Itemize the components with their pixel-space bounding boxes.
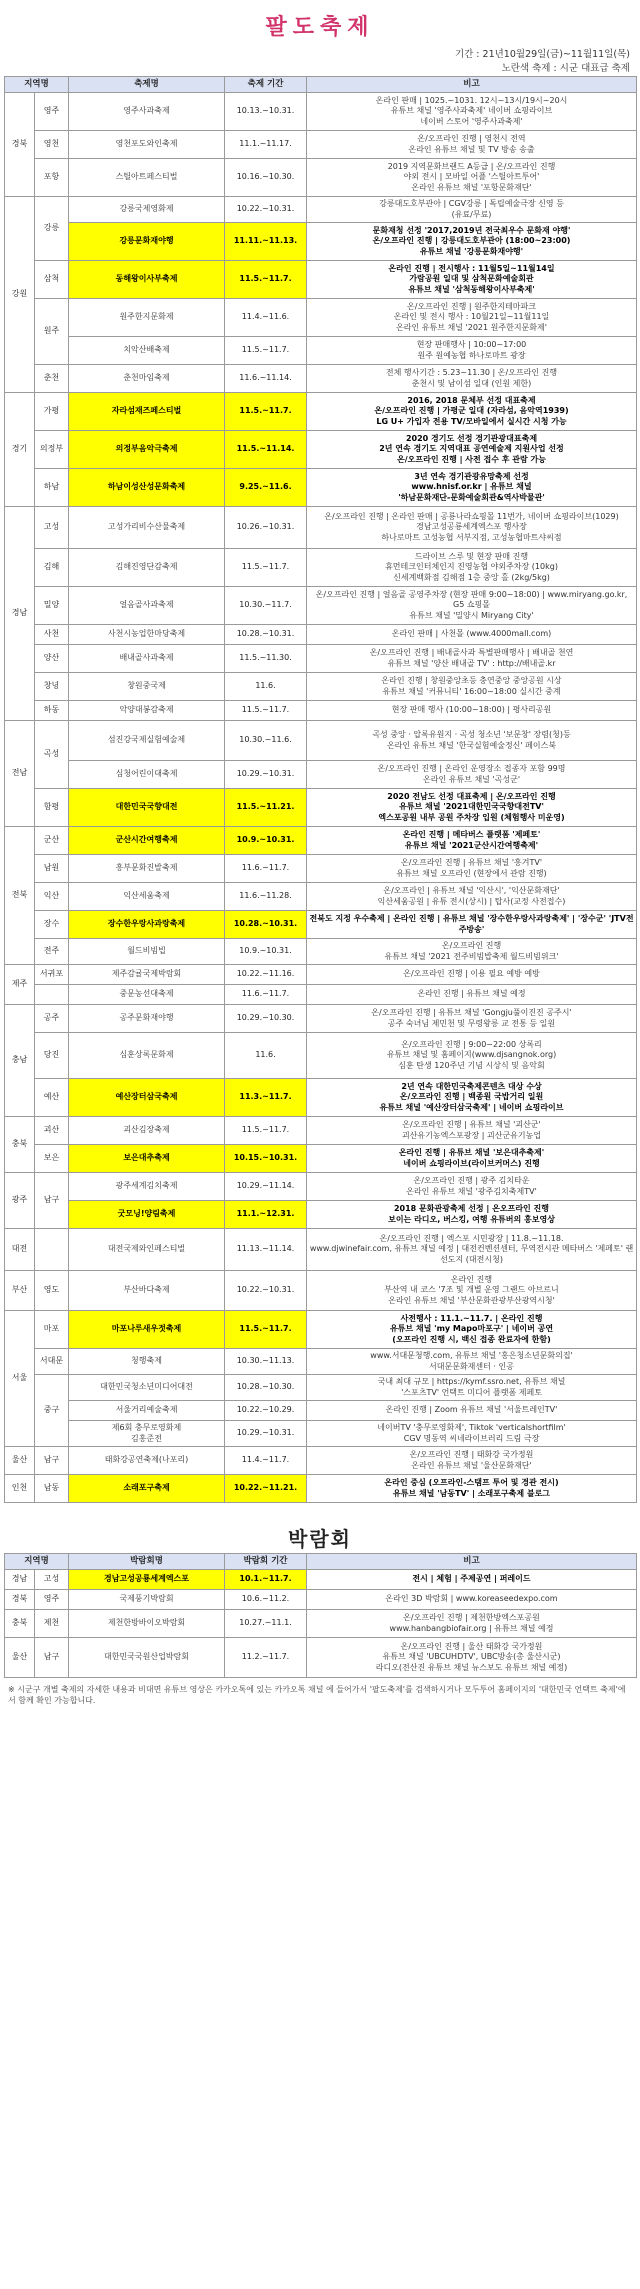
event-period-cell: 11.5.~11.7. — [225, 261, 307, 299]
region-cell: 부산 — [5, 1271, 35, 1311]
event-name-cell: 대한민국청소년미디어대전 — [69, 1375, 225, 1401]
festival-row — [5, 131, 637, 159]
event-period-cell: 10.26.~10.31. — [225, 507, 307, 549]
festival-row — [5, 365, 637, 393]
city-cell: 군산 — [35, 827, 69, 855]
event-note-cell: 2016, 2018 문체부 선정 대표축제 온/오프라인 진행 | 가평군 일대 (자라섬, 음악역1939) LG U+ 가입자 전용 TV/모바일에서 실시간 시청 가능 — [307, 393, 637, 431]
event-name-cell: 월드비빔빕 — [69, 939, 225, 965]
event-name-cell: 동해왕이사부축제 — [69, 261, 225, 299]
region-cell: 인천 — [5, 1475, 35, 1503]
event-period-cell: 9.25.~11.6. — [225, 469, 307, 507]
event-name-cell: 제주감귤국제박람회 — [69, 965, 225, 985]
event-name-cell: 자라섬재즈페스티벌 — [69, 393, 225, 431]
event-name-cell: 흥부문화진발축제 — [69, 855, 225, 883]
expo-row — [5, 1610, 637, 1638]
event-period-cell: 10.22.~11.21. — [225, 1475, 307, 1503]
region-cell: 경북 — [5, 1590, 35, 1610]
event-period-cell: 10.1.~11.7. — [225, 1570, 307, 1590]
city-cell — [35, 1229, 69, 1271]
festival-row — [5, 1033, 637, 1079]
festival-row — [5, 549, 637, 587]
event-name-cell: 제6회 충무로영화제 김홍준전 — [69, 1421, 225, 1447]
col-header-region: 지역명 — [5, 77, 69, 93]
festival-row — [5, 1475, 637, 1503]
event-note-cell: 현장 판매행사 | 10:00~17:00 원주 원예농협 하나로마트 광장 — [307, 337, 637, 365]
region-cell: 제주 — [5, 965, 35, 1005]
region-cell: 경기 — [5, 393, 35, 507]
festival-row — [5, 625, 637, 645]
city-cell: 남구 — [35, 1638, 69, 1678]
festival-row — [5, 1117, 637, 1145]
event-period-cell: 11.1.~12.31. — [225, 1201, 307, 1229]
event-note-cell: 2020 경기도 선정 경기관광대표축제 2년 연속 경기도 지역대표 공연예술제 지원사업 선정 온/오프라인 진행 | 사전 접수 후 관람 가능 — [307, 431, 637, 469]
festival-row — [5, 1311, 637, 1349]
festival-row — [5, 1401, 637, 1421]
city-cell: 고성 — [35, 1570, 69, 1590]
event-note-cell: www.서대문청행.com, 유튜브 채널 '홍은청소년문화의집' 서대문문화재센터 · 인공 — [307, 1349, 637, 1375]
event-period-cell: 11.6. — [225, 673, 307, 701]
event-note-cell: 온/오프라인 진행 | 유튜브 채널 '괴산군' 괴산유기농엑스포광장 | 괴산군유기농업 — [307, 1117, 637, 1145]
festival-row — [5, 1375, 637, 1401]
city-cell: 마포 — [35, 1311, 69, 1349]
event-period-cell: 11.5.~11.21. — [225, 789, 307, 827]
event-name-cell: 영주사과축제 — [69, 93, 225, 131]
event-name-cell: 강릉문화재야행 — [69, 223, 225, 261]
event-note-cell: 2019 지역문화브랜드 A등급 | 온/오프라인 진행 야외 전시 | 모바일 어플 '스틸아트투어' 온라인 유튜브 채널 '포항문화재단' — [307, 159, 637, 197]
city-cell: 중구 — [35, 1375, 69, 1447]
event-period-cell: 10.9.~10.31. — [225, 827, 307, 855]
event-name-cell: 제천한방바이오박람회 — [69, 1610, 225, 1638]
city-cell: 영도 — [35, 1271, 69, 1311]
region-cell: 경남 — [5, 1570, 35, 1590]
event-note-cell: 전체 행사기간 : 5.23~11.30 | 온/오프라인 진행 춘천시 및 남이섬 일대 (인원 제한) — [307, 365, 637, 393]
event-note-cell: 온/오프라인 진행 | 온라인 운영장소 접종자 포함 99명 온라인 유튜브 채널 '곡성군' — [307, 761, 637, 789]
event-period-cell: 10.28.~10.30. — [225, 1375, 307, 1401]
festival-row — [5, 1173, 637, 1201]
event-name-cell: 강릉국제영화제 — [69, 197, 225, 223]
event-period-cell: 11.13.~11.14. — [225, 1229, 307, 1271]
city-cell: 영주 — [35, 1590, 69, 1610]
event-name-cell: 치악산배축제 — [69, 337, 225, 365]
event-note-cell: 2018 문화관광축제 선정 | 온오프라인 진행 보이는 라디오, 버스킹, 여행 유튜버의 홍보영상 — [307, 1201, 637, 1229]
event-period-cell: 10.30.~11.6. — [225, 721, 307, 761]
event-name-cell: 예산장터삼국축제 — [69, 1079, 225, 1117]
festival-row — [5, 827, 637, 855]
event-name-cell: 부산바다축제 — [69, 1271, 225, 1311]
event-period-cell: 10.28.~10.31. — [225, 625, 307, 645]
event-period-cell: 11.5.~11.7. — [225, 393, 307, 431]
city-cell: 보은 — [35, 1145, 69, 1173]
event-name-cell: 얼음골사과축제 — [69, 587, 225, 625]
event-note-cell: 전시 | 체험 | 주제공연 | 퍼레이드 — [307, 1570, 637, 1590]
festival-row — [5, 985, 637, 1005]
event-name-cell: 마포나루새우젓축제 — [69, 1311, 225, 1349]
region-cell: 전남 — [5, 721, 35, 827]
city-cell: 영천 — [35, 131, 69, 159]
event-period-cell: 10.29.~10.31. — [225, 761, 307, 789]
event-note-cell: 온라인 진행 | 전시행사 : 11월5일~11월14일 가람공원 일대 및 삼척문화예술회관 유튜브 채널 '삼척동해왕이사부축제' — [307, 261, 637, 299]
event-name-cell: 태화강공연축제(나포리) — [69, 1447, 225, 1475]
expo-col-header-region: 지역명 — [5, 1554, 69, 1570]
festival-row — [5, 469, 637, 507]
city-cell: 의정부 — [35, 431, 69, 469]
col-header-name: 축제명 — [69, 77, 225, 93]
event-period-cell: 11.11.~11.13. — [225, 223, 307, 261]
festival-row — [5, 299, 637, 337]
festival-row — [5, 507, 637, 549]
festival-row — [5, 1229, 637, 1271]
city-cell: 사천 — [35, 625, 69, 645]
festival-row — [5, 1271, 637, 1311]
city-cell: 남원 — [35, 855, 69, 883]
city-cell: 춘천 — [35, 365, 69, 393]
event-period-cell: 10.9.~10.31. — [225, 939, 307, 965]
event-period-cell: 10.13.~10.31. — [225, 93, 307, 131]
event-note-cell: 온/오프라인 진행 | 원주한지테마파크 온라인 및 전시 행사 : 10월21일~11월11일 온라인 유튜브 채널 '2021 원주한지문화제' — [307, 299, 637, 337]
city-cell: 원주 — [35, 299, 69, 365]
event-name-cell: 배내골사과축제 — [69, 645, 225, 673]
event-name-cell: 사천시농업한마당축제 — [69, 625, 225, 645]
event-period-cell: 11.6.~11.7. — [225, 855, 307, 883]
region-cell: 서울 — [5, 1311, 35, 1447]
city-cell: 하동 — [35, 701, 69, 721]
expo-table — [4, 1553, 637, 1678]
expo-row — [5, 1638, 637, 1678]
event-note-cell: 온라인 진행 | 메타버스 플랫폼 '제페토' 유튜브 채널 '2021군산시간여행축제' — [307, 827, 637, 855]
expo-col-header-period: 박람회 기간 — [225, 1554, 307, 1570]
event-name-cell: 국제풍기박람회 — [69, 1590, 225, 1610]
expo-row — [5, 1590, 637, 1610]
event-note-cell: 온/오프라인 진행 | 이용 필요 예방 예방 — [307, 965, 637, 985]
city-cell: 남구 — [35, 1173, 69, 1229]
festival-row — [5, 1201, 637, 1229]
festival-row — [5, 965, 637, 985]
event-period-cell: 11.5.~11.7. — [225, 1117, 307, 1145]
event-note-cell: 온/오프라인 진행 | 온라인 판매 | 공룡나라쇼핑몰 11번가, 네이버 쇼핑라이브(1029) 경남고성공룡세계엑스포 행사장 하나로마트 고성농협 서부지점, 고성농협마트샤씨점 — [307, 507, 637, 549]
festival-row — [5, 761, 637, 789]
event-period-cell: 10.30.~11.7. — [225, 587, 307, 625]
region-cell: 광주 — [5, 1173, 35, 1229]
region-cell: 충북 — [5, 1117, 35, 1173]
festival-row — [5, 1349, 637, 1375]
event-name-cell: 창원중국제 — [69, 673, 225, 701]
festival-row — [5, 261, 637, 299]
event-note-cell: 사전행사 : 11.1.~11.7. | 온라인 진행 유튜브 채널 'my Mapo마포구' | 네이버 공연 (오프라인 진행 시, 백신 접종 완료자에 한함) — [307, 1311, 637, 1349]
event-name-cell: 장수한우랑사과랑축제 — [69, 911, 225, 939]
event-note-cell: 2년 연속 대한민국축제콘텐츠 대상 수상 온/오프라인 진행 | 백종원 국밥거리 일원 유튜브 채널 '예산장터삼국축제' | 네이버 쇼핑라이브 — [307, 1079, 637, 1117]
event-name-cell: 악양대봉감축제 — [69, 701, 225, 721]
event-period-cell: 11.5.~11.7. — [225, 1311, 307, 1349]
city-cell: 함평 — [35, 789, 69, 827]
festival-row — [5, 1145, 637, 1173]
festival-row — [5, 645, 637, 673]
city-cell: 창녕 — [35, 673, 69, 701]
event-note-cell: 온라인 중심 (오프라인-스탬프 투어 및 경관 전시) 유튜브 채널 '남동TV' | 소래포구축제 블로그 — [307, 1475, 637, 1503]
city-cell: 하남 — [35, 469, 69, 507]
event-note-cell: 온라인 판매 | 사천몰 (www.4000mall.com) — [307, 625, 637, 645]
region-cell: 울산 — [5, 1638, 35, 1678]
event-period-cell: 10.29.~11.14. — [225, 1173, 307, 1201]
city-cell: 양산 — [35, 645, 69, 673]
city-cell: 당진 — [35, 1033, 69, 1079]
event-name-cell: 하남이성산성문화축제 — [69, 469, 225, 507]
event-name-cell: 광주세계김치축제 — [69, 1173, 225, 1201]
city-cell: 서대문 — [35, 1349, 69, 1375]
festival-row — [5, 431, 637, 469]
region-cell: 강원 — [5, 197, 35, 393]
expo-section-title: 박람회 — [288, 1527, 352, 1551]
event-name-cell: 청행축제 — [69, 1349, 225, 1375]
event-note-cell: 국내 최대 규모 | https://kymf.ssro.net, 유튜브 채널 '스포츠TV' 언택트 미디어 플랫폼 제페토 — [307, 1375, 637, 1401]
event-note-cell: 온/오프라인 진행 | 영천시 전역 온라인 유튜브 채널 및 TV 방송 송출 — [307, 131, 637, 159]
city-cell: 전주 — [35, 939, 69, 965]
event-name-cell: 춘천마임축제 — [69, 365, 225, 393]
event-name-cell: 굿모닝!양림축제 — [69, 1201, 225, 1229]
page-title: 팔도축제 — [265, 15, 375, 40]
expo-col-header-name: 박람회명 — [69, 1554, 225, 1570]
city-cell: 영주 — [35, 93, 69, 131]
event-name-cell: 공주문화재야행 — [69, 1005, 225, 1033]
event-note-cell: 네이버TV '충무로영화제', Tiktok 'verticalshortfilm' CGV 명동역 씨네라이브러리 드림 극장 — [307, 1421, 637, 1447]
city-cell: 곡성 — [35, 721, 69, 789]
event-period-cell: 10.29.~10.30. — [225, 1005, 307, 1033]
event-note-cell: 3년 연속 경기관광유망축제 선정 www.hnisf.or.kr | 유튜브 채널 '하남문화재단-문화예술회관&역사박물관' — [307, 469, 637, 507]
footnote: ※ 시군구 개별 축제의 자세한 내용과 비대면 유튜브 영상은 카카오톡에 있는 카카오톡 채널 에 들어가서 '팔도축제'를 검색하시거나 모두투어 홈페이지의 '대한민국 언택트 축제'에서 함께 확인 가능합니다. — [8, 1685, 626, 1705]
festival-row — [5, 159, 637, 197]
schedule-meta — [0, 48, 640, 76]
city-cell: 포항 — [35, 159, 69, 197]
event-name-cell: 대한민국국향대전 — [69, 789, 225, 827]
festival-table-header — [5, 77, 637, 93]
festival-row — [5, 721, 637, 761]
event-name-cell: 스틸아트페스티벌 — [69, 159, 225, 197]
event-period-cell: 11.5.~11.14. — [225, 431, 307, 469]
city-cell: 고성 — [35, 507, 69, 549]
festival-row — [5, 1421, 637, 1447]
event-note-cell: 온라인 진행 | 유튜브 채널 '보은대추축제' 네이버 쇼핑라이브(라이브커머스) 진행 — [307, 1145, 637, 1173]
region-cell: 충남 — [5, 1005, 35, 1117]
col-header-period: 축제 기간 — [225, 77, 307, 93]
period-note: 기간 : 21년10월29일(금)~11월11일(목) — [454, 49, 630, 60]
event-period-cell: 10.22.~10.29. — [225, 1401, 307, 1421]
city-cell: 김해 — [35, 549, 69, 587]
festival-row — [5, 883, 637, 911]
event-name-cell: 심훈상록문화제 — [69, 1033, 225, 1079]
event-period-cell: 10.27.~11.1. — [225, 1610, 307, 1638]
event-name-cell: 대한민국국원산업박람회 — [69, 1638, 225, 1678]
festival-row — [5, 939, 637, 965]
event-note-cell: 드라이브 스루 및 현장 판매 진행 휴먼테크인터체인지 진영농협 야외주차장 (10kg) 신세계백화점 김해점 1층 중앙 홀 (2kg/5kg) — [307, 549, 637, 587]
city-cell: 제천 — [35, 1610, 69, 1638]
event-note-cell: 온라인 진행 부산역 내 코스 '7조 및 개별 운영 그랜드 아브르니 온라인 유튜브 채널 '부산문화관광부산광역시청' — [307, 1271, 637, 1311]
event-period-cell: 11.1.~11.17. — [225, 131, 307, 159]
event-name-cell: 고성가리비수산물축제 — [69, 507, 225, 549]
city-cell: 남구 — [35, 1447, 69, 1475]
event-note-cell: 온라인 3D 박람회 | www.koreaseedexpo.com — [307, 1590, 637, 1610]
event-name-cell: 섬진강국제실험예술제 — [69, 721, 225, 761]
event-period-cell: 10.16.~10.30. — [225, 159, 307, 197]
event-name-cell: 소래포구축제 — [69, 1475, 225, 1503]
event-note-cell: 온/오프라인 진행 | 엑스포 시민광장 | 11.8.~11.18. www.djwinefair.com, 유튜브 채널 예정 | 대전컨벤션센터, 무역전시관 메타버스 '제페토' 랜선도지 (대전시청) — [307, 1229, 637, 1271]
event-note-cell: 온라인 판매 | 1025.~1031. 12시~13시/19시~20시 유튜브 채널 '영주사과축제' 네이버 쇼핑라이브 네이버 스토어 '영주사과축제' — [307, 93, 637, 131]
event-note-cell: 온라인 진행 | 창원중앙초등 충연중앙 중앙공원 시상 유튜브 채널 '커뮤니티' 16:00~18:00 실시간 중계 — [307, 673, 637, 701]
event-note-cell: 온/오프라인 진행 | 유튜브 채널 '흥겨TV' 유튜브 채널 오프라인 (현장에서 관람 진행) — [307, 855, 637, 883]
event-name-cell: 군산시간여행축제 — [69, 827, 225, 855]
city-cell — [35, 985, 69, 1005]
festival-row — [5, 673, 637, 701]
event-period-cell: 10.30.~11.13. — [225, 1349, 307, 1375]
event-note-cell: 온/오프라인 진행 | 태화강 국가정원 온라인 유튜브 채널 '울산문화재단' — [307, 1447, 637, 1475]
event-note-cell: 2020 전남도 선정 대표축제 | 온/오프라인 진행 유튜브 채널 '2021대한민국국향대전TV' 엑스포공원 내부 공원 주차장 입원 (체험행사 미운영) — [307, 789, 637, 827]
event-period-cell: 10.6.~11.2. — [225, 1590, 307, 1610]
event-period-cell: 11.5.~11.30. — [225, 645, 307, 673]
event-name-cell: 영천포도와인축제 — [69, 131, 225, 159]
festival-row — [5, 1005, 637, 1033]
event-period-cell: 11.5.~11.7. — [225, 337, 307, 365]
region-cell: 전북 — [5, 827, 35, 965]
event-name-cell: 익산세움축제 — [69, 883, 225, 911]
event-note-cell: 온/오프라인 진행 | 배내골사과 특별판매행사 | 배내골 천연 유튜브 채널 '양산 배내골 TV' : http://배내골.kr — [307, 645, 637, 673]
city-cell: 서귀포 — [35, 965, 69, 985]
event-note-cell: 온/오프라인 진행 | 유튜브 채널 'Gongju풀이진진 공주시' 공주 숙녀님 제민천 및 무령왕릉 교 전통 등 일원 — [307, 1005, 637, 1033]
festival-row — [5, 337, 637, 365]
city-cell: 괴산 — [35, 1117, 69, 1145]
event-name-cell: 서울거리예술축제 — [69, 1401, 225, 1421]
event-period-cell: 11.6.~11.28. — [225, 883, 307, 911]
event-note-cell: 현장 판매 행사 (10:00~18:00) | 평사리공원 — [307, 701, 637, 721]
event-period-cell: 11.6.~11.7. — [225, 985, 307, 1005]
region-cell: 충북 — [5, 1610, 35, 1638]
festival-row — [5, 701, 637, 721]
event-name-cell: 보은대추축제 — [69, 1145, 225, 1173]
region-cell: 울산 — [5, 1447, 35, 1475]
city-cell: 가평 — [35, 393, 69, 431]
region-cell: 경남 — [5, 507, 35, 721]
festival-row — [5, 855, 637, 883]
event-note-cell: 온라인 진행 | 유튜브 채널 예정 — [307, 985, 637, 1005]
event-note-cell: 온/오프라인 진행 | 울산 태화강 국가정원 유튜브 채널 'UBCUHDTV', UBC방송(총 울산시군) 라디오(전산진 유튜브 채널 뉴스보도 유튜브 채널 예정) — [307, 1638, 637, 1678]
event-note-cell: 온/오프라인 | 유튜브 채널 '익산시', '익산문화재단' 익산세움공원 | 유튜 전시(상시) | 탑사(교정 사전접수) — [307, 883, 637, 911]
city-cell: 삼척 — [35, 261, 69, 299]
event-name-cell: 의정부음악극축제 — [69, 431, 225, 469]
expo-row — [5, 1570, 637, 1590]
event-period-cell: 10.28.~10.31. — [225, 911, 307, 939]
festival-row — [5, 393, 637, 431]
festival-row — [5, 223, 637, 261]
expo-table-header — [5, 1554, 637, 1570]
event-note-cell: 곡성 중앙 · 압록유원지 · 곡성 청소년 '보문창' 장렴(청)등 온라인 유튜브 채널 '한국실험예술정신' 페이스북 — [307, 721, 637, 761]
festival-table-body — [5, 93, 637, 1503]
event-period-cell: 11.6.~11.14. — [225, 365, 307, 393]
event-period-cell: 11.3.~11.7. — [225, 1079, 307, 1117]
event-note-cell: 강릉대도호부관아 | CGV강릉 | 독립예술극장 신영 등 (유료/무료) — [307, 197, 637, 223]
festival-row — [5, 789, 637, 827]
event-period-cell: 10.22.~11.16. — [225, 965, 307, 985]
legend-note: 노란색 축제 : 시군 대표급 축제 — [501, 63, 630, 74]
event-note-cell: 온/오프라인 진행 | 제천한방엑스포공원 www.hanbangbiofair.org | 유튜브 채널 예정 — [307, 1610, 637, 1638]
expo-table-body — [5, 1570, 637, 1678]
event-note-cell: 전북도 지정 우수축제 | 온라인 진행 | 유튜브 채널 '장수한우랑사과랑축제' | '장수군' 'JTV전주방송' — [307, 911, 637, 939]
festival-row — [5, 1079, 637, 1117]
festival-table — [4, 76, 637, 1503]
event-period-cell: 10.29.~10.31. — [225, 1421, 307, 1447]
event-note-cell: 온/오프라인 진행 | 광주 김치타운 온라인 유튜브 채널 '광주김치축제TV' — [307, 1173, 637, 1201]
event-period-cell: 10.22.~10.31. — [225, 197, 307, 223]
col-header-note: 비고 — [307, 77, 637, 93]
event-period-cell: 11.4.~11.6. — [225, 299, 307, 337]
event-period-cell: 10.22.~10.31. — [225, 1271, 307, 1311]
event-note-cell: 온라인 진행 | Zoom 유튜브 채널 '서울트레인TV' — [307, 1401, 637, 1421]
event-name-cell: 원주한지문화제 — [69, 299, 225, 337]
festival-row — [5, 587, 637, 625]
event-name-cell: 괴산김장축제 — [69, 1117, 225, 1145]
event-name-cell: 경남고성공룡세계엑스포 — [69, 1570, 225, 1590]
city-cell: 익산 — [35, 883, 69, 911]
city-cell: 강릉 — [35, 197, 69, 261]
event-note-cell: 온/오프라인 진행 유튜브 채널 '2021 전주비빔밥축제 월드비빔위크' — [307, 939, 637, 965]
festival-row — [5, 197, 637, 223]
region-cell: 대전 — [5, 1229, 35, 1271]
event-period-cell: 11.5.~11.7. — [225, 701, 307, 721]
city-cell: 밀양 — [35, 587, 69, 625]
city-cell: 남동 — [35, 1475, 69, 1503]
festival-row — [5, 911, 637, 939]
festival-row — [5, 1447, 637, 1475]
event-note-cell: 문화재청 선정 '2017,2019년 전국최우수 문화재 야행' 온/오프라인 진행 | 강릉대도호부관아 (18:00~23:00) 유튜브 채널 '강릉문화재야행' — [307, 223, 637, 261]
event-period-cell: 10.15.~10.31. — [225, 1145, 307, 1173]
expo-col-header-note: 비고 — [307, 1554, 637, 1570]
festival-row — [5, 93, 637, 131]
event-period-cell: 11.5.~11.7. — [225, 549, 307, 587]
city-cell: 장수 — [35, 911, 69, 939]
event-note-cell: 온/오프라인 진행 | 9:00~22:00 상록리 유튜브 채널 및 홈페이지(www.djsangnok.org) 심훈 탄생 120주년 기념 시상식 및 음악회 — [307, 1033, 637, 1079]
event-name-cell: 김해진영단감축제 — [69, 549, 225, 587]
city-cell: 공주 — [35, 1005, 69, 1033]
event-name-cell: 중문농선대축제 — [69, 985, 225, 1005]
city-cell: 예산 — [35, 1079, 69, 1117]
event-period-cell: 11.2.~11.7. — [225, 1638, 307, 1678]
event-name-cell: 대전국제와인페스티벌 — [69, 1229, 225, 1271]
region-cell: 경북 — [5, 93, 35, 197]
event-note-cell: 온/오프라인 진행 | 얼음골 공영주차장 (현장 판매 9:00~18:00) | www.miryang.go.kr, G5 쇼핑몰 유튜브 채널 '밀양시 Miryang City' — [307, 587, 637, 625]
event-period-cell: 11.6. — [225, 1033, 307, 1079]
event-period-cell: 11.4.~11.7. — [225, 1447, 307, 1475]
event-name-cell: 심청어린이대축제 — [69, 761, 225, 789]
